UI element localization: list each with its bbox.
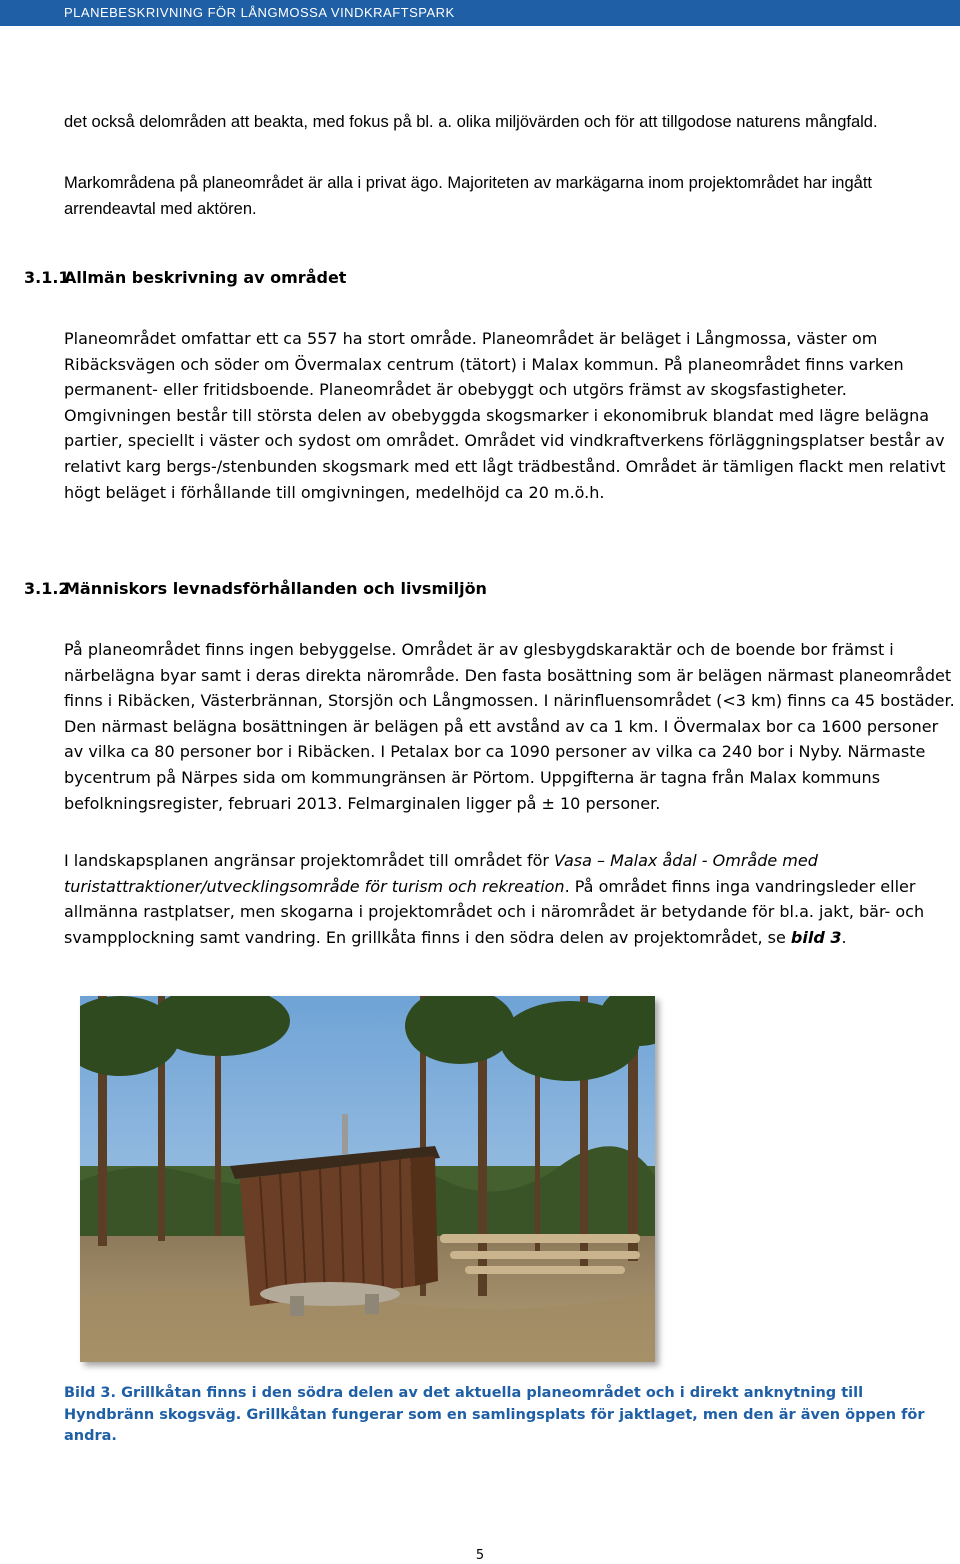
- body-text: I landskapsplanen angränsar projektområdet till området för: [64, 851, 555, 870]
- figure-reference: bild 3: [790, 927, 842, 947]
- section-heading-3-1-2: [24, 576, 487, 601]
- body-text: .: [841, 927, 847, 947]
- landscape-plan-area-name: Vasa – Malax ådal - Område med turistattraktioner/utvecklingsområde för turism och rekreation: [64, 851, 818, 896]
- section-3-1-2-body-1: På planeområdet finns ingen bebyggelse. Området är av glesbygdskaraktär och de boende bor främst i närbelägna byar samt i deras direkta närområde. Den fasta bosättning som är belägen närmast planeområdet finns i Ribäcken, Västerbrännan, Storsjön och Långmossen. I närinfluensområdet (<3 km) finns ca 45 bostäder. Den närmast belägna bosättningen är belägen på ett avstånd av ca 1 km. I Övermalax bor ca 1600 personer av vilka ca 80 personer bor i Ribäcken. I Petalax bor ca 1090 personer av vilka ca 240 bor i Nyby. Närmaste bycentrum på Närpes sida om kommungränsen är Pörtom. Uppgifterna är tagna från Malax kommuns befolkningsregister, februari 2013. Felmarginalen ligger på ± 10 personer.: [64, 640, 955, 813]
- section-title: Allmän beskrivning av området: [64, 268, 347, 287]
- page-number: 5: [475, 1548, 485, 1563]
- section-heading-3-1-1: [24, 265, 347, 290]
- section-3-1-1-body: Planeområdet omfattar ett ca 557 ha stort område. Planeområdet är beläget i Långmossa, väster om Ribäcksvägen och söder om Övermalax centrum (tätort) i Malax kommun. På planeområdet finns varken permanent- eller fritidsboende. Planeområdet är obebyggt och utgörs främst av skogsfastigheter. Omgivningen består till största delen av obebyggda skogsmarker i ekonomibruk blandat med lägre belägna partier, speciellt i väster och sydost om området. Området vid vindkraftverkens förläggningsplatser består av relativt karg bergs-/stenbunden skogsmark med ett lågt trädbestånd. Området är tämligen flackt men relativt högt beläget i förhållande till omgivningen, medelhöjd ca 20 m.ö.h.: [64, 329, 946, 502]
- page-header: [0, 0, 960, 26]
- figure-caption: Bild 3. Grillkåtan finns i den södra delen av det aktuella planeområdet och i direkt anknytning till Hyndbränn skogsväg. Grillkåtan fungerar som en samlingsplats för jaktlaget, men den är även öppen för andra.: [64, 1385, 925, 1444]
- intro-paragraph-2: Markområdena på planeområdet är alla i privat ägo. Majoriteten av markägarna inom projektområdet har ingått arrendeavtal med aktören.: [64, 174, 873, 218]
- grill-hut-photo: [80, 996, 655, 1362]
- section-3-1-2-body-2: [64, 848, 956, 950]
- intro-paragraph-1: det också delområden att beakta, med fokus på bl. a. olika miljövärden och för att tillgodose naturens mångfald.: [64, 113, 878, 131]
- section-number: 3.1.2: [24, 579, 70, 598]
- body-text: . På området finns inga vandringsleder eller allmänna rastplatser, men skogarna i projektområdet och i närområdet är betydande för bl.a. jakt, bär- och svampplockning samt vandring. En grillkåta finns i den södra delen av projektområdet, se: [64, 876, 925, 947]
- document-title: PLANEBESKRIVNING FÖR LÅNGMOSSA VINDKRAFTSPARK: [64, 5, 455, 20]
- section-number: 3.1.1: [24, 268, 70, 287]
- section-title: Människors levnadsförhållanden och livsmiljön: [64, 579, 487, 598]
